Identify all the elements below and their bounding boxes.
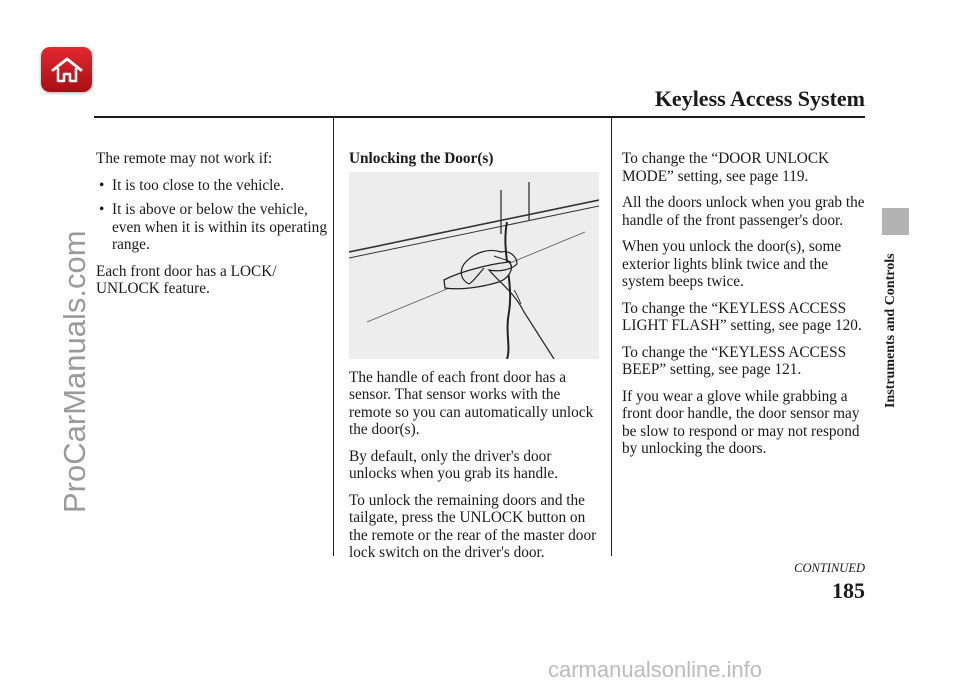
intro-text: The remote may not work if: [96, 150, 273, 167]
door-handle-illustration [349, 172, 599, 359]
paragraph: All the doors unlock when you grab the handle of the front passenger's door. [622, 194, 865, 229]
paragraph: The handle of each front door has a sensor. That sensor works with the remote so you can automatically unlock the door(s). [349, 368, 594, 438]
watermark-bottom: carmanualsonline.info [548, 657, 763, 682]
home-icon [50, 56, 84, 84]
header-rule [94, 116, 865, 118]
side-tab-marker [882, 208, 909, 235]
section-title: Keyless Access System [654, 86, 865, 111]
paragraph: To change the “KEYLESS ACCESS LIGHT FLASH” setting, see page 120. [622, 299, 862, 334]
chapter-label: Instruments and Controls [883, 253, 898, 408]
condition-list [96, 177, 334, 254]
list-item: • It is too close to the vehicle. [96, 177, 334, 195]
column-right [622, 150, 868, 467]
home-button[interactable] [41, 47, 92, 92]
list-item: • It is above or below the vehicle, even when it is within its operating range. [96, 201, 334, 254]
paragraph: By default, only the driver's door unlocks when you grab its handle. [349, 447, 559, 482]
column-left [96, 150, 334, 307]
paragraph: To change the “KEYLESS ACCESS BEEP” setting, see page 121. [622, 343, 847, 378]
column-middle [349, 150, 599, 571]
paragraph: Each front door has a LOCK/ UNLOCK feature. [96, 262, 277, 297]
watermark-vertical: ProCarManuals.com [57, 230, 92, 513]
continued-label: CONTINUED [794, 561, 865, 575]
paragraph: To unlock the remaining doors and the tailgate, press the UNLOCK button on the remote or the rear of the master door lock switch on the driver's door. [349, 491, 597, 561]
page-number: 185 [832, 578, 865, 603]
subheading: Unlocking the Door(s) [349, 150, 494, 167]
paragraph: If you wear a glove while grabbing a front door handle, the door sensor may be slow to respond or may not respond by unlocking the doors. [622, 387, 860, 457]
paragraph: To change the “DOOR UNLOCK MODE” setting, see page 119. [622, 150, 830, 185]
column-divider [611, 118, 612, 556]
paragraph: When you unlock the door(s), some exterior lights blink twice and the system beeps twice. [622, 238, 842, 290]
